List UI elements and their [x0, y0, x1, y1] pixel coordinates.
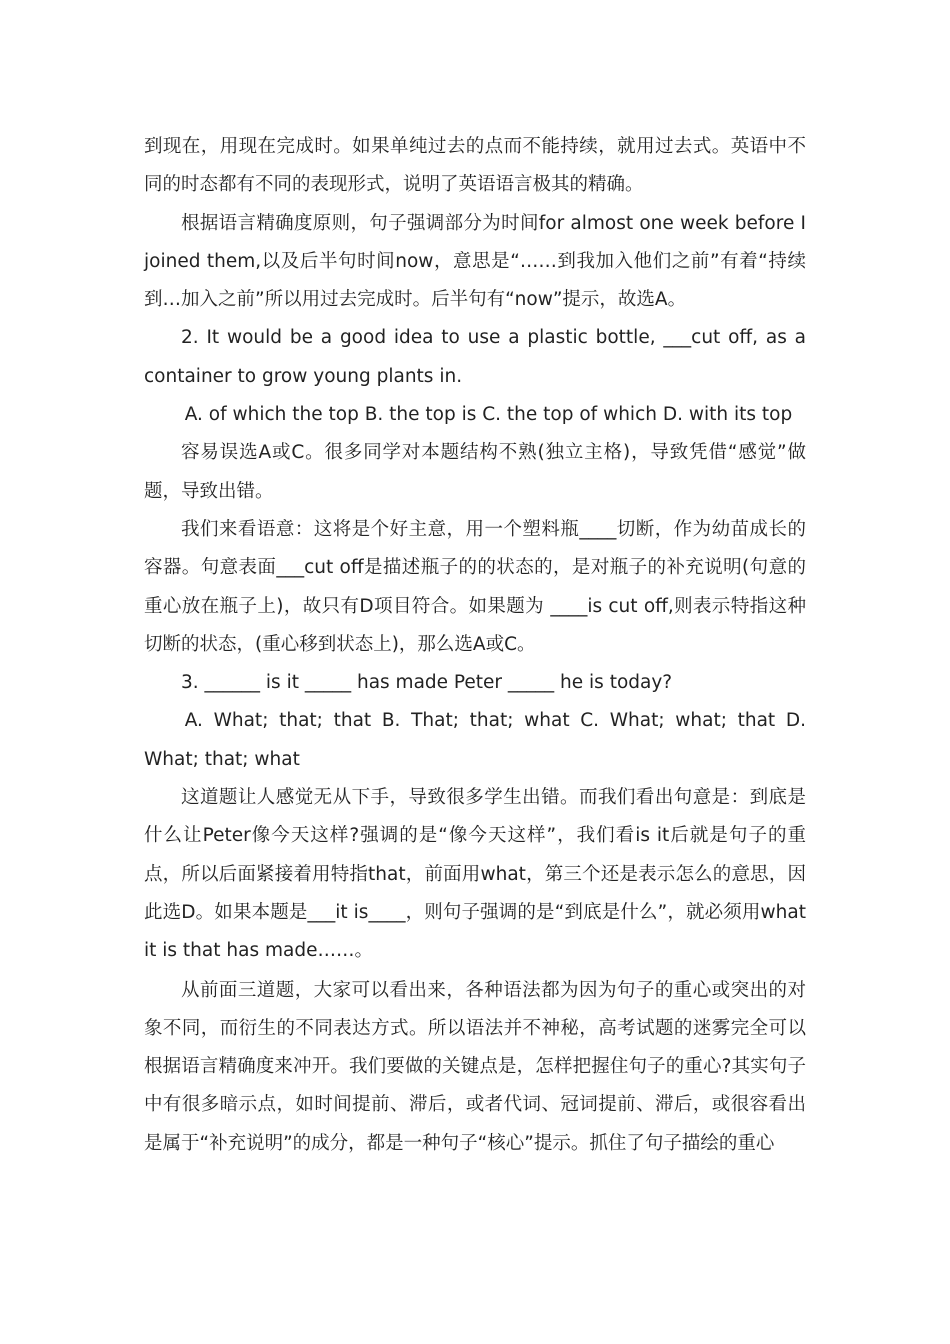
paragraph-question1-analysis: 根据语言精确度原则，句子强调部分为时间for almost one week before I joined them,以及后半句时间now，意思是“……到我加入他们之前”有着“持续到…加入之前”所以用过去完成时。后半句有“now”提示，故选A。 — [144, 212, 806, 311]
paragraph-question2-analysis: 我们来看语意：这将是个好主意，用一个塑料瓶____切断，作为幼苗成长的容器。句意表面___cut off是描述瓶子的的状态的，是对瓶子的补充说明(句意的重心放在瓶子上)，故只有D项目符合。如果题为 ____is cut off,则表示特指这种切断的状态，(重心移到状态上)，那么选A或C。 — [144, 518, 806, 655]
question-3-stem: 3. ______ is it _____ has made Peter _____ he is today? — [181, 672, 673, 694]
paragraph-summary: 从前面三道题，大家可以看出来，各种语法都为因为句子的重心或突出的对象不同，而衍生的不同表达方式。所以语法并不神秘，高考试题的迷雾完全可以根据语言精确度来冲开。我们要做的关键点是，怎样把握住句子的重心?其实句子中有很多暗示点，如时间提前、滞后，或者代词、冠词提前、滞后，或很容看出是属于“补充说明”的成分，都是一种句子“核心”提示。抓住了句子描绘的重心 — [144, 979, 806, 1154]
question-3-options: A. What; that; that B. That; that; what C. What; what; that D. What; that; what — [144, 710, 806, 770]
paragraph-tense-continuation: 到现在，用现在完成时。如果单纯过去的点而不能持续，就用过去式。英语中不同的时态都有不同的表现形式，说明了英语语言极其的精确。 — [144, 136, 806, 196]
question-2-options: A. of which the top B. the top is C. the top of which D. with its top — [184, 404, 793, 426]
document-page — [144, 128, 806, 1163]
paragraph-question2-common-error: 容易误选A或C。很多同学对本题结构不熟(独立主格)，导致凭借“感觉”做题，导致出错。 — [144, 442, 806, 502]
question-2-stem: 2. It would be a good idea to use a plastic bottle, ___cut off, as a container to grow young plants in. — [144, 327, 806, 387]
paragraph-question3-analysis: 这道题让人感觉无从下手，导致很多学生出错。而我们看出句意是：到底是什么让Peter像今天这样?强调的是“像今天这样”，我们看is it后就是句子的重点，所以后面紧接着用特指that，前面用what，第三个还是表示怎么的意思，因此选D。如果本题是___it is____，则句子强调的是“到底是什么”，就必须用what it is that has made……。 — [144, 787, 806, 962]
